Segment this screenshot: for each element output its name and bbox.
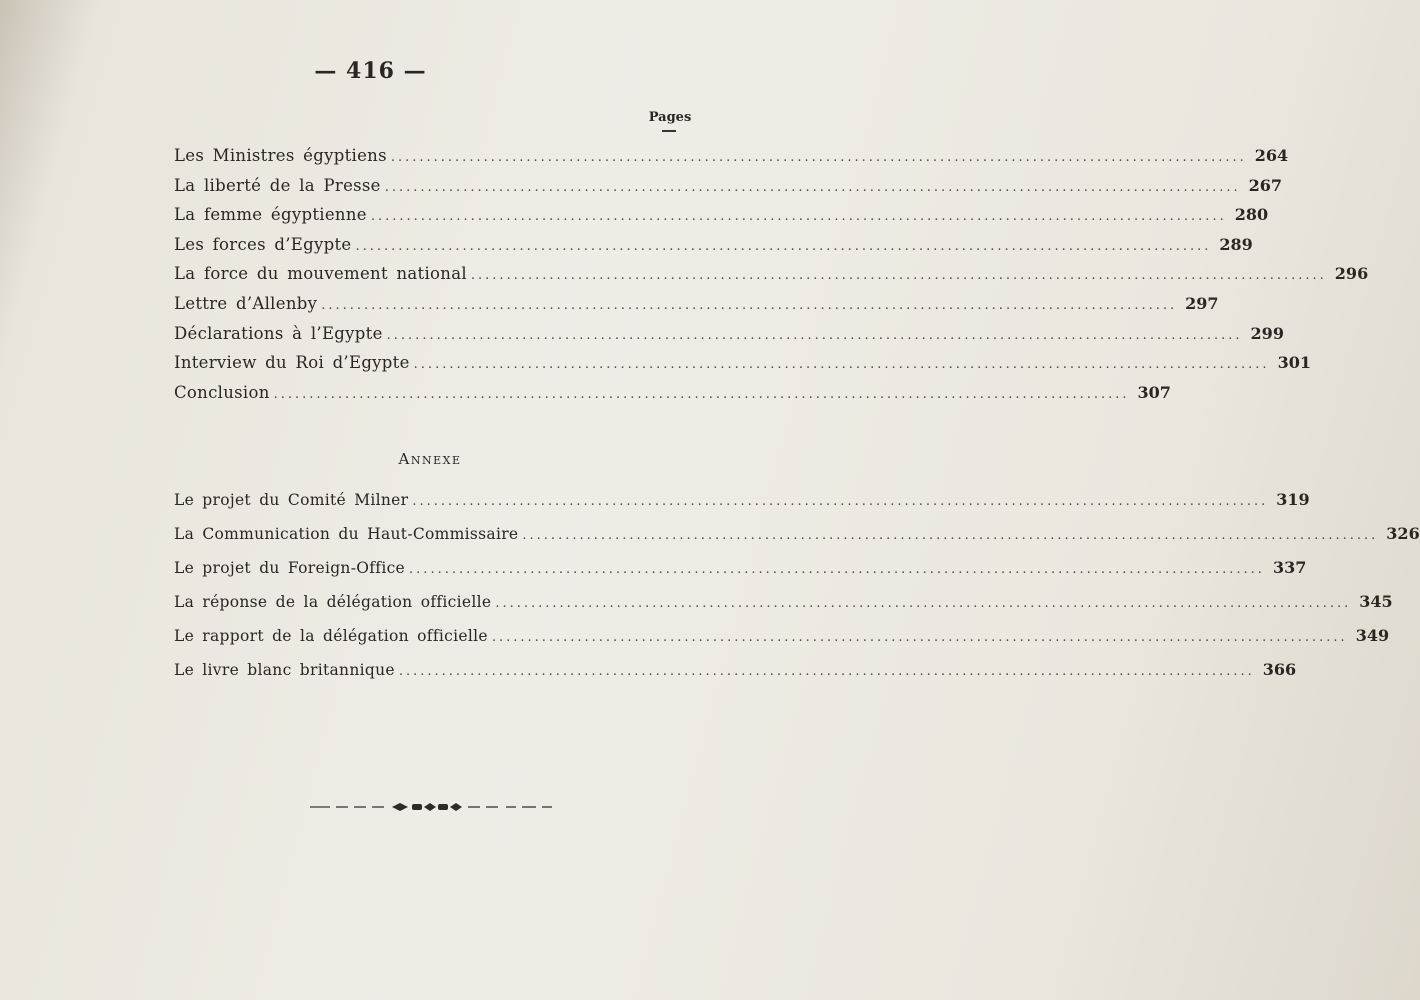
- dot-leader: ........................................................................................................................: [412, 494, 1269, 509]
- toc-annex-list: [174, 490, 1420, 694]
- toc-entry-title: Conclusion: [174, 382, 270, 402]
- dot-leader: ........................................................................................................................: [370, 209, 1227, 225]
- toc-entry-page: 267: [1248, 175, 1283, 195]
- dot-leader: ........................................................................................................................: [273, 386, 1130, 402]
- toc-entry-page: 299: [1250, 323, 1284, 343]
- dot-leader: ........................................................................................................................: [384, 179, 1241, 195]
- toc-entry: [174, 660, 1297, 694]
- toc-entry-title: Le rapport de la délégation officielle: [174, 627, 488, 645]
- toc-entry-title: Le projet du Foreign-Office: [174, 559, 406, 577]
- toc-entry-title: Le livre blanc britannique: [174, 661, 395, 679]
- pages-label-underline: [662, 130, 676, 132]
- dot-leader: ........................................................................................................................: [386, 327, 1243, 343]
- toc-entry-title: Lettre d’Allenby: [174, 293, 318, 313]
- end-ornament: [300, 800, 560, 814]
- toc-entry-title: La réponse de la délégation officielle: [174, 593, 492, 611]
- toc-entry-title: La liberté de la Presse: [174, 175, 381, 195]
- toc-entry: [174, 490, 1310, 524]
- page-number: — 416 —: [314, 58, 427, 84]
- toc-entry-title: La force du mouvement national: [174, 264, 467, 284]
- pages-column-label: Pages: [648, 110, 692, 125]
- toc-entry-title: Les Ministres égyptiens: [174, 146, 387, 165]
- toc-entry: [174, 626, 1390, 660]
- annex-heading: Annexe: [398, 450, 462, 468]
- dot-leader: ........................................................................................................................: [409, 562, 1265, 577]
- toc-entry: [174, 558, 1307, 592]
- dot-leader: ........................................................................................................................: [495, 596, 1352, 611]
- toc-entry: [174, 353, 1311, 383]
- toc-entry-title: Déclarations à l’Egypte: [174, 323, 383, 343]
- toc-entry: [174, 205, 1269, 235]
- dot-leader: ........................................................................................................................: [398, 664, 1255, 679]
- toc-entry-page: 264: [1254, 146, 1289, 165]
- toc-entry-page: 301: [1277, 353, 1311, 373]
- toc-entry-title: La Communication du Haut-Commissaire: [174, 525, 519, 543]
- toc-entry: [174, 382, 1171, 413]
- dot-leader: ........................................................................................................................: [321, 297, 1178, 313]
- toc-entry: [174, 592, 1393, 626]
- toc-entry-page: 319: [1276, 490, 1310, 509]
- toc-entry-page: 345: [1359, 592, 1393, 611]
- toc-entry-page: 280: [1234, 205, 1269, 225]
- toc-entry: [174, 264, 1369, 294]
- toc-entry-page: 307: [1137, 382, 1171, 402]
- toc-entry: [174, 234, 1253, 265]
- toc-entry-page: 366: [1262, 660, 1297, 679]
- toc-entry-title: Les forces d’Egypte: [174, 234, 352, 254]
- toc-entry: [174, 524, 1420, 558]
- toc-entry: [174, 323, 1284, 354]
- dot-leader: ........................................................................................................................: [470, 268, 1327, 284]
- toc-entry-page: 349: [1355, 626, 1390, 645]
- toc-entry-title: Le projet du Comité Milner: [174, 491, 409, 509]
- toc-entry-page: 297: [1185, 293, 1219, 313]
- toc-entry: [174, 146, 1289, 176]
- toc-entry-title: La femme égyptienne: [174, 205, 367, 225]
- toc-entry-page: 337: [1272, 558, 1307, 577]
- toc-entry-title: Interview du Roi d’Egypte: [174, 353, 410, 373]
- toc-entry: [174, 175, 1283, 206]
- toc-entry-page: 326: [1386, 524, 1420, 543]
- toc-entry: [174, 293, 1219, 324]
- dot-leader: ........................................................................................................................: [413, 357, 1270, 373]
- dot-leader: ........................................................................................................................: [355, 238, 1212, 254]
- dot-leader: ........................................................................................................................: [491, 630, 1348, 645]
- dot-leader: ........................................................................................................................: [522, 528, 1379, 543]
- dot-leader: ........................................................................................................................: [390, 150, 1247, 165]
- toc-entry-page: 296: [1334, 264, 1369, 284]
- toc-main-list: [174, 146, 1369, 412]
- toc-entry-page: 289: [1219, 234, 1253, 254]
